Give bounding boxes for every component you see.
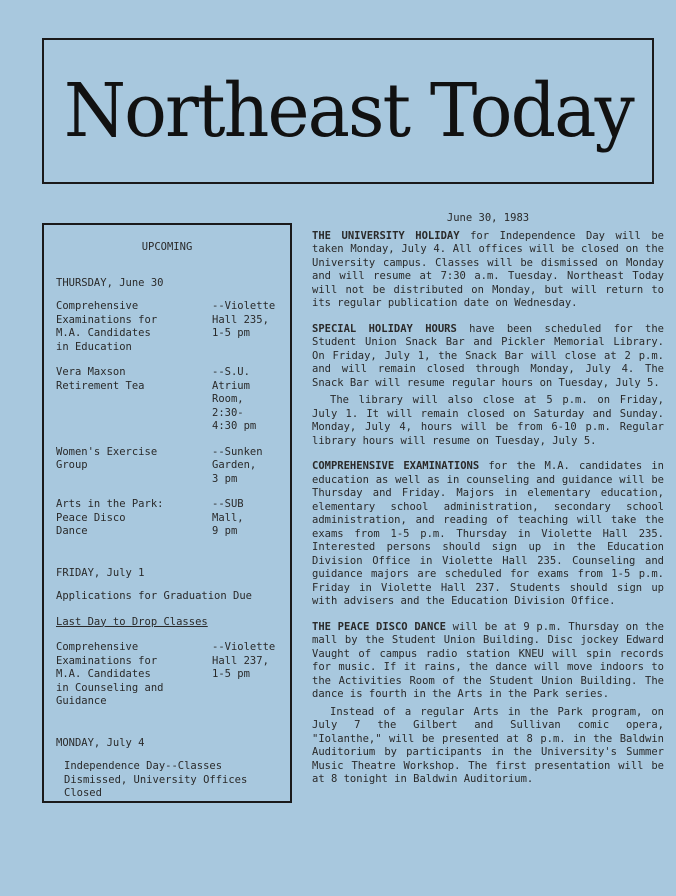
event-name: Comprehensive Examinations for M.A. Candidates in Counseling and Guidance	[56, 641, 164, 707]
event-location: --Sunken Garden, 3 pm	[212, 445, 263, 485]
paragraph-text: Instead of a regular Arts in the Park program, on July 7 the Gilbert and Sullivan comic opera, "Iolanthe," will be presented at 8 p.m. in the Baldwin Auditorium by participants in the University's Summer Music Theatre Workshop. The first presentation will be at 8 tonight in Baldwin Auditorium.	[312, 705, 664, 785]
event-name: Arts in the Park: Peace Disco Dance	[56, 498, 164, 537]
article-paragraph	[312, 394, 664, 448]
article-paragraph	[312, 460, 664, 609]
event-location: --S.U. Atrium Room, 2:30- 4:30 pm	[212, 366, 257, 432]
event-location: --Violette Hall 237, 1-5 pm	[212, 641, 276, 680]
paragraph-lead: THE UNIVERSITY HOLIDAY	[312, 229, 460, 242]
day-label: FRIDAY, July 1	[56, 566, 145, 579]
masthead-title: Northeast Today	[63, 68, 633, 154]
paragraph-text: will be at 9 p.m. Thursday on the mall by the Student Union Building. Disc jockey Edward Vaught of campus radio station KNEU will spin records for music. If it rains, the dance will move indoors to the Activities Room of the Student Union Building. The dance is fourth in the Arts in the Park series.	[312, 620, 664, 700]
paragraph-text: have been scheduled for the Student Union Snack Bar and Pickler Memorial Library. On Friday, July 1, the Snack Bar will close at 2 p.m. and will remain closed through Monday, July 4. The Snack Bar will resume regular hours on Tuesday, July 5.	[312, 322, 664, 389]
dateline: June 30, 1983	[446, 212, 530, 224]
paragraph-lead: THE PEACE DISCO DANCE	[312, 620, 446, 633]
event-row	[56, 446, 278, 487]
day-label: THURSDAY, June 30	[56, 276, 164, 289]
event-name: Vera Maxson Retirement Tea	[56, 366, 145, 392]
paragraph-lead: SPECIAL HOLIDAY HOURS	[312, 322, 457, 335]
main-column	[312, 212, 664, 799]
masthead	[42, 38, 654, 184]
article-paragraph	[312, 323, 664, 391]
paragraph-lead: COMPREHENSIVE EXAMINATIONS	[312, 460, 480, 472]
upcoming-sidebar	[42, 223, 292, 803]
event-row	[56, 498, 278, 539]
paragraph-text: for the M.A. candidates in education as well as in counseling and guidance will be Thursday and Friday. Majors in elementary education, elementary school administration, secondary school administration, and reading of teaching will take the exams from 1-5 p.m. Thursday in Violette Hall 235. Interested persons should sign up in the Education Division Office in Violette Hall 235. Counseling and guidance majors are scheduled for exams from 1-5 p.m. Friday in Violette Hall 237. Students should sign up with advisers and the Education Division Office.	[312, 460, 664, 607]
event-name: Comprehensive Examinations for M.A. Candidates in Education	[56, 300, 158, 353]
sidebar-heading: UPCOMING	[141, 241, 193, 253]
event-location: --Violette Hall 235, 1-5 pm	[212, 300, 276, 339]
article-paragraph	[312, 706, 664, 787]
notice-line: Last Day to Drop Classes	[56, 615, 208, 628]
article-paragraph	[312, 621, 664, 702]
event-row	[56, 366, 278, 434]
notice-line: Applications for Graduation Due	[56, 590, 252, 602]
event-row	[56, 300, 278, 354]
day-label: MONDAY, July 4	[56, 736, 145, 749]
article-paragraph	[312, 230, 664, 311]
paragraph-text: The library will also close at 5 p.m. on Friday, July 1. It will remain closed on Saturday and Sunday. Monday, July 4, hours will be from 6-10 p.m. Regular library hours will resume on Tuesday, July 5.	[312, 394, 664, 447]
event-name: Women's Exercise Group	[56, 445, 158, 471]
notice-line: Independence Day--Classes Dismissed, University Offices Closed	[64, 760, 248, 799]
paragraph-text: for Independence Day will be taken Monday, July 4. All offices will be closed on the University campus. Classes will be dismissed on Monday and will resume at 7:30 a.m. Tuesday. Northeast Today will not be distributed on Monday, but will return to its regular publication date on Wednesday.	[312, 229, 664, 309]
event-row	[56, 641, 278, 709]
event-location: --SUB Mall, 9 pm	[212, 498, 244, 537]
